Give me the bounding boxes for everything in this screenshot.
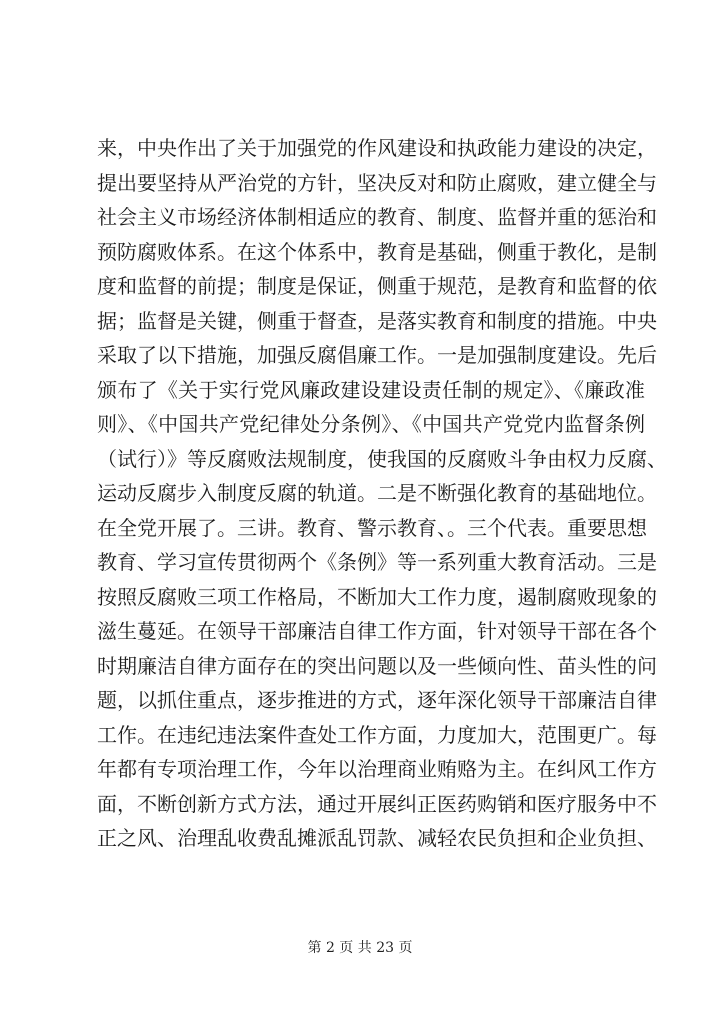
text-line: 题，以抓住重点，逐步推进的方式，逐年深化领导干部廉洁自律 [97,688,657,712]
text-line: 时期廉洁自律方面存在的突出问题以及一些倾向性、苗头性的问 [97,653,657,678]
text-line: 面，不断创新方式方法，通过开展纠正医药购销和医疗服务中不 [97,791,657,816]
text-line: 预防腐败体系。在这个体系中，教育是基础，侧重于教化，是制 [97,239,657,264]
text-line: 年都有专项治理工作，今年以治理商业贿赂为主。在纠风工作方 [97,757,657,781]
text-line: 正之风、治理乱收费乱摊派乱罚款、减轻农民负担和企业负担、 [97,826,657,850]
text-line: 在全党开展了。三讲。教育、警示教育、。三个代表。重要思想 [97,515,647,540]
body-text [97,131,667,856]
text-line: 采取了以下措施，加强反腐倡廉工作。一是加强制度建设。先后 [97,343,657,367]
page-footer [0,938,720,958]
page-number-label: 第 2 页 共 23 页 [307,940,413,956]
text-line: 教育、学习宣传贯彻两个《条例》等一系列重大教育活动。三是 [97,550,657,574]
text-line: 据；监督是关键，侧重于督查，是落实教育和制度的措施。中央 [97,308,657,333]
text-line: 提出要坚持从严治党的方针，坚决反对和防止腐败，建立健全与 [97,170,657,195]
text-line: 度和监督的前提；制度是保证，侧重于规范，是教育和监督的依 [97,274,657,298]
text-line: 按照反腐败三项工作格局，不断加大工作力度，遏制腐败现象的 [97,584,657,609]
text-line: 社会主义市场经济体制相适应的教育、制度、监督并重的惩治和 [97,205,657,229]
text-line: 则》、《中国共产党纪律处分条例》、《中国共产党党内监督条例 [97,412,645,436]
text-line: 运动反腐步入制度反腐的轨道。二是不断强化教育的基础地位。 [97,481,657,505]
text-line: 工作。在违纪违法案件查处工作方面，力度加大，范围更广。每 [97,722,657,747]
text-line: 滋生蔓延。在领导干部廉洁自律工作方面，针对领导干部在各个 [97,619,657,643]
text-line: 来，中央作出了关于加强党的作风建设和执政能力建设的决定， [97,136,657,160]
text-line: 颁布了《关于实行党风廉政建设建设责任制的规定》、《廉政准 [97,377,645,402]
text-line: （试行）》等反腐败法规制度，使我国的反腐败斗争由权力反腐、 [97,446,667,471]
